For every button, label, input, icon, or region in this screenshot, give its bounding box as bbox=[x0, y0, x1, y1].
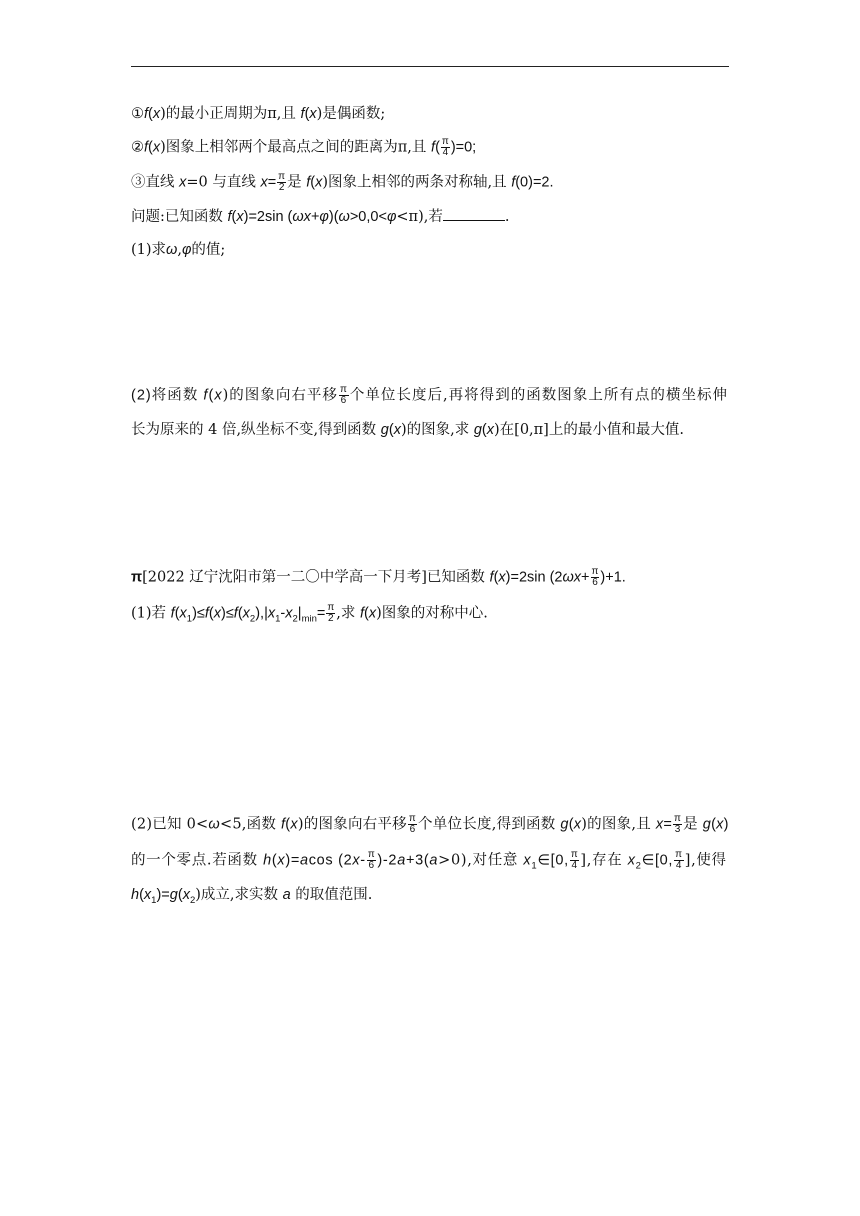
fraction: $\frac{\pi}{6}$ bbox=[591, 566, 599, 588]
fraction: $\frac{\pi}{3}$ bbox=[674, 813, 682, 835]
condition-3: ③直线 x=0 与直线 x= $\frac{\pi}{2}$ 是 f(x)图象上相邻的两条对称轴,且 f(0)=2. bbox=[131, 171, 554, 193]
question-15-part-2-line-1: (2)已知 0<ω<5,函数 f(x)的图象向右平移 $\frac{\pi}{6}$ 个单位长度,得到函数 g(x)的图象,且 x= $\frac{\pi}{3}$ 是 g(x) bbox=[131, 813, 729, 835]
question-15-part-2-line-3: $h(x_1)=g(x_2)$成立,求实数 a 的取值范围. bbox=[131, 887, 373, 906]
question-15-part-1: (1)若 $f(x_1)\le f(x)\le f(x_2),|x_1-x_2|_{min}=$ $\frac{\pi}{2}$ ,求 f(x)图象的对称中心. bbox=[131, 602, 488, 625]
question-14-part-1: (1)求ω,φ的值; bbox=[131, 242, 226, 258]
fraction: $\frac{\pi}{6}$ bbox=[339, 384, 348, 406]
fraction: $\frac{\pi}{2}$ bbox=[327, 602, 335, 624]
problem-stem: 问题:已知函数 f(x)=2sin (ωx+φ)(ω>0,0<φ<π),若 . bbox=[131, 209, 510, 225]
fraction: $\frac{\pi}{4}$ bbox=[441, 136, 449, 158]
fraction: $\frac{\pi}{2}$ bbox=[278, 171, 286, 193]
answer-blank bbox=[443, 207, 505, 221]
question-14-part-2-line-2: 长为原来的 4 倍,纵坐标不变,得到函数 g(x)的图象,求 g(x)在[0,π]上的最小值和最大值. bbox=[131, 422, 684, 438]
fraction: $\frac{\pi}{4}$ bbox=[570, 849, 579, 871]
question-14-part-2-line-1: (2)将函数 f(x)的图象向右平移 $\frac{\pi}{6}$ 个单位长度后,再将得到的函数图象上所有点的横坐标伸 bbox=[131, 384, 729, 406]
question-15-part-2-line-2: 的一个零点.若函数 h(x)=acos (2x- $\frac{\pi}{6}$ )-2a+3(a>0),对任意 $x_1\in[0$, $\frac{\pi}{4}$ ],存在 $x_2\in[0$, $\frac{\pi}{4}$ ],使得 bbox=[131, 849, 727, 872]
fraction: $\frac{\pi}{4}$ bbox=[675, 849, 683, 871]
question-15-header: π[2022 辽宁沈阳市第一二〇中学高一下月考]已知函数 f(x)=2sin (2ωx+ $\frac{\pi}{6}$ )+1. bbox=[131, 566, 626, 588]
fraction: $\frac{\pi}{6}$ bbox=[408, 813, 417, 835]
condition-1: ①f(x)的最小正周期为π,且 f(x)是偶函数; bbox=[131, 106, 386, 122]
condition-2: ②f(x)图象上相邻两个最高点之间的距离为π,且 f( $\frac{\pi}{4}$ )=0; bbox=[131, 136, 477, 158]
fraction: $\frac{\pi}{6}$ bbox=[367, 849, 376, 871]
header-rule bbox=[131, 66, 729, 67]
